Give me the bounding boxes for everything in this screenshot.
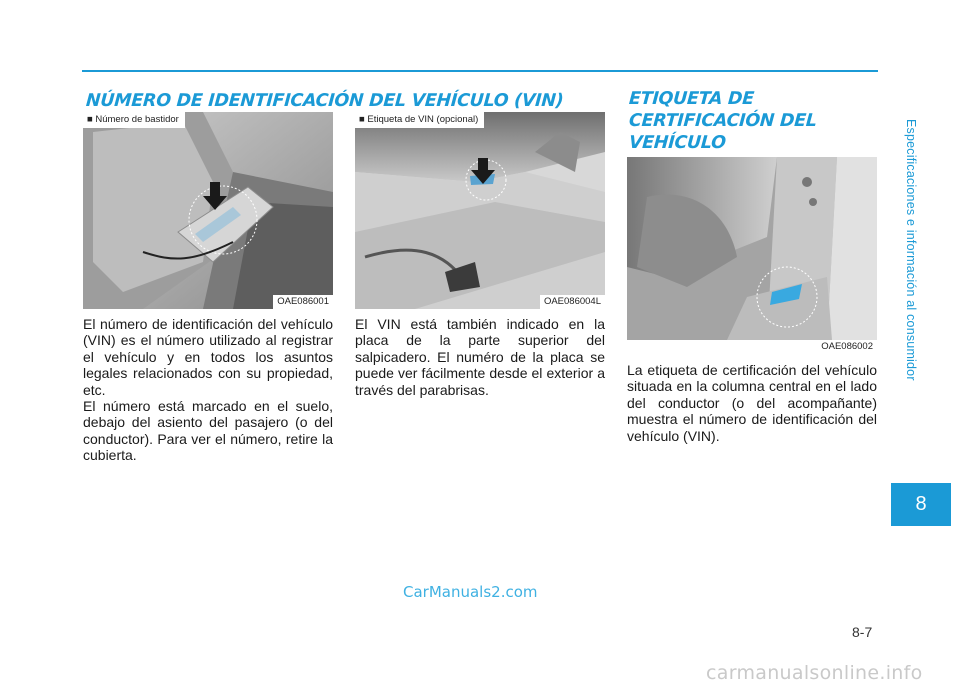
watermark-carmanualsonline[interactable]: carmanualsonline.info bbox=[706, 662, 923, 684]
photo-code-1: OAE086001 bbox=[273, 295, 333, 309]
photo-caption-vin-label: ■ Etiqueta de VIN (opcional) bbox=[355, 112, 484, 128]
chapter-sidebar-text bbox=[899, 20, 923, 480]
photo-vin-label bbox=[355, 112, 605, 309]
certification-label-illustration bbox=[627, 157, 877, 340]
photo-caption-frame-number: ■ Número de bastidor bbox=[83, 112, 185, 128]
watermark-carmanuals2[interactable]: CarManuals2.com bbox=[403, 583, 538, 601]
section-title-label-line1: ETIQUETA DE bbox=[628, 89, 755, 109]
vin-paragraph-2: El número está marcado en el suelo, debajo del asiento del pasajero (o del conductor). Para ver el número, retire la cubierta. bbox=[83, 398, 333, 464]
page-number: 8-7 bbox=[852, 624, 873, 640]
vin-label-illustration bbox=[355, 112, 605, 309]
photo-frame-number bbox=[83, 112, 333, 309]
photo-certification-label bbox=[627, 157, 877, 354]
chapter-sidebar-label: Especificaciones e información al consumidor bbox=[904, 119, 918, 381]
label-paragraph-1: La etiqueta de certificación del vehículo situada en la columna central en el lado del conductor (o del acompañante) muestra el número de identificación del vehículo (VIN). bbox=[627, 362, 877, 444]
section-title-label-line2: CERTIFICACIÓN DEL bbox=[628, 111, 818, 131]
top-rule bbox=[82, 70, 878, 72]
vin-paragraph-1: El número de identificación del vehículo (VIN) es el número utilizado al registrar el vehículo y en todos los asuntos legales relacionados con su propiedad, etc. bbox=[83, 316, 333, 398]
photo-code-2: OAE086004L bbox=[540, 295, 605, 309]
vin-paragraph-3: El VIN está también indicado en la placa de la parte superior del salpicadero. El numéro de la placa se puede ver fácilmente desde el exterior a través del parabrisas. bbox=[355, 316, 605, 398]
frame-number-illustration bbox=[83, 112, 333, 309]
chapter-number: 8 bbox=[915, 493, 927, 515]
photo-code-3: OAE086002 bbox=[817, 340, 877, 354]
chapter-tab bbox=[891, 483, 951, 526]
section-title-label-line3: VEHÍCULO bbox=[628, 133, 727, 153]
section-title-vin: NÚMERO DE IDENTIFICACIÓN DEL VEHÍCULO (VIN) bbox=[85, 91, 565, 111]
